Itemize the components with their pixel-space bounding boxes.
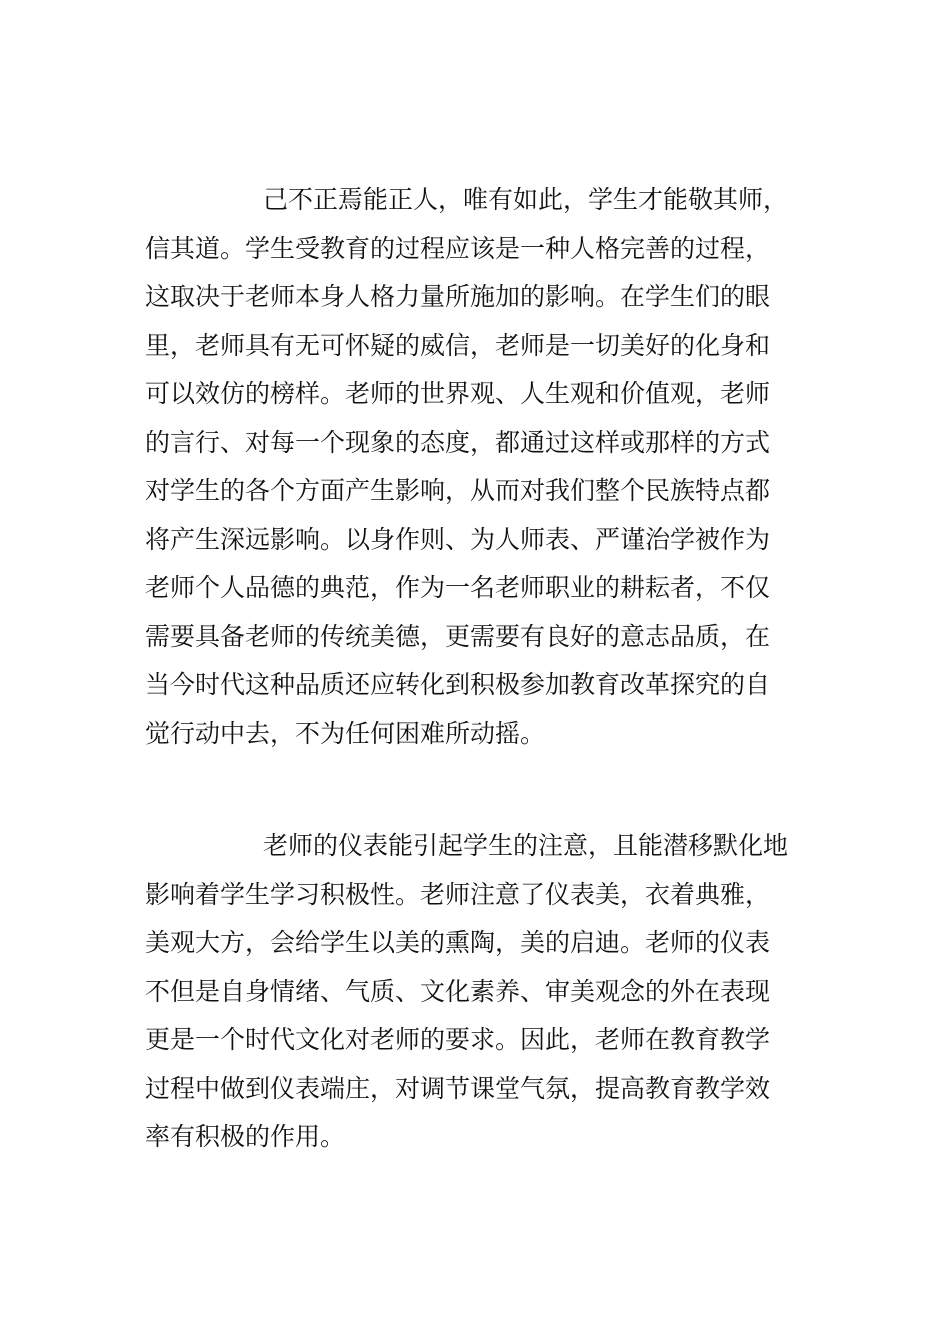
paragraph-1-line-1: 己不正焉能正人，唯有如此，学生才能敬其师， bbox=[263, 185, 789, 214]
paragraph-1-line-8: 将产生深远影响。以身作则、为人师表、严谨治学被作为 bbox=[145, 524, 771, 554]
paragraph-1-line-5: 可以效仿的榜样。老师的世界观、人生观和价值观，老师 bbox=[145, 379, 771, 408]
paragraph-2-line-6: 过程中做到仪表端庄，对调节课堂气氛，提高教育教学效 bbox=[145, 1073, 771, 1103]
paragraph-2-line-3: 美观大方，会给学生以美的熏陶，美的启迪。老师的仪表 bbox=[145, 928, 771, 957]
paragraph-2-line-1: 老师的仪表能引起学生的注意，且能潜移默化地 bbox=[263, 831, 789, 860]
paragraph-1-line-10: 需要具备老师的传统美德，更需要有良好的意志品质，在 bbox=[145, 621, 771, 651]
paragraph-1-line-6: 的言行、对每一个现象的态度，都通过这样或那样的方式 bbox=[145, 427, 771, 457]
paragraph-1-line-7: 对学生的各个方面产生影响，从而对我们整个民族特点都 bbox=[145, 476, 771, 505]
paragraph-2-line-7: 率有积极的作用。 bbox=[145, 1122, 346, 1151]
paragraph-2-line-4: 不但是自身情绪、气质、文化素养、审美观念的外在表现 bbox=[145, 976, 771, 1006]
paragraph-2-line-2: 影响着学生学习积极性。老师注意了仪表美，衣着典雅， bbox=[145, 879, 771, 909]
paragraph-1-line-12: 觉行动中去，不为任何困难所动摇。 bbox=[145, 718, 546, 748]
paragraph-1-line-3: 这取决于老师本身人格力量所施加的影响。在学生们的眼 bbox=[145, 282, 771, 311]
paragraph-1-line-11: 当今时代这种品质还应转化到积极参加教育改革探究的自 bbox=[145, 670, 771, 699]
paragraph-2-line-5: 更是一个时代文化对老师的要求。因此，老师在教育教学 bbox=[145, 1025, 771, 1054]
paragraph-1-line-9: 老师个人品德的典范，作为一名老师职业的耕耘者，不仅 bbox=[145, 573, 771, 602]
paragraph-1-line-2: 信其道。学生受教育的过程应该是一种人格完善的过程， bbox=[145, 233, 771, 263]
paragraph-1 bbox=[145, 176, 810, 758]
paragraph-1-line-4: 里，老师具有无可怀疑的威信，老师是一切美好的化身和 bbox=[145, 330, 771, 360]
paragraph-2 bbox=[145, 822, 810, 1162]
